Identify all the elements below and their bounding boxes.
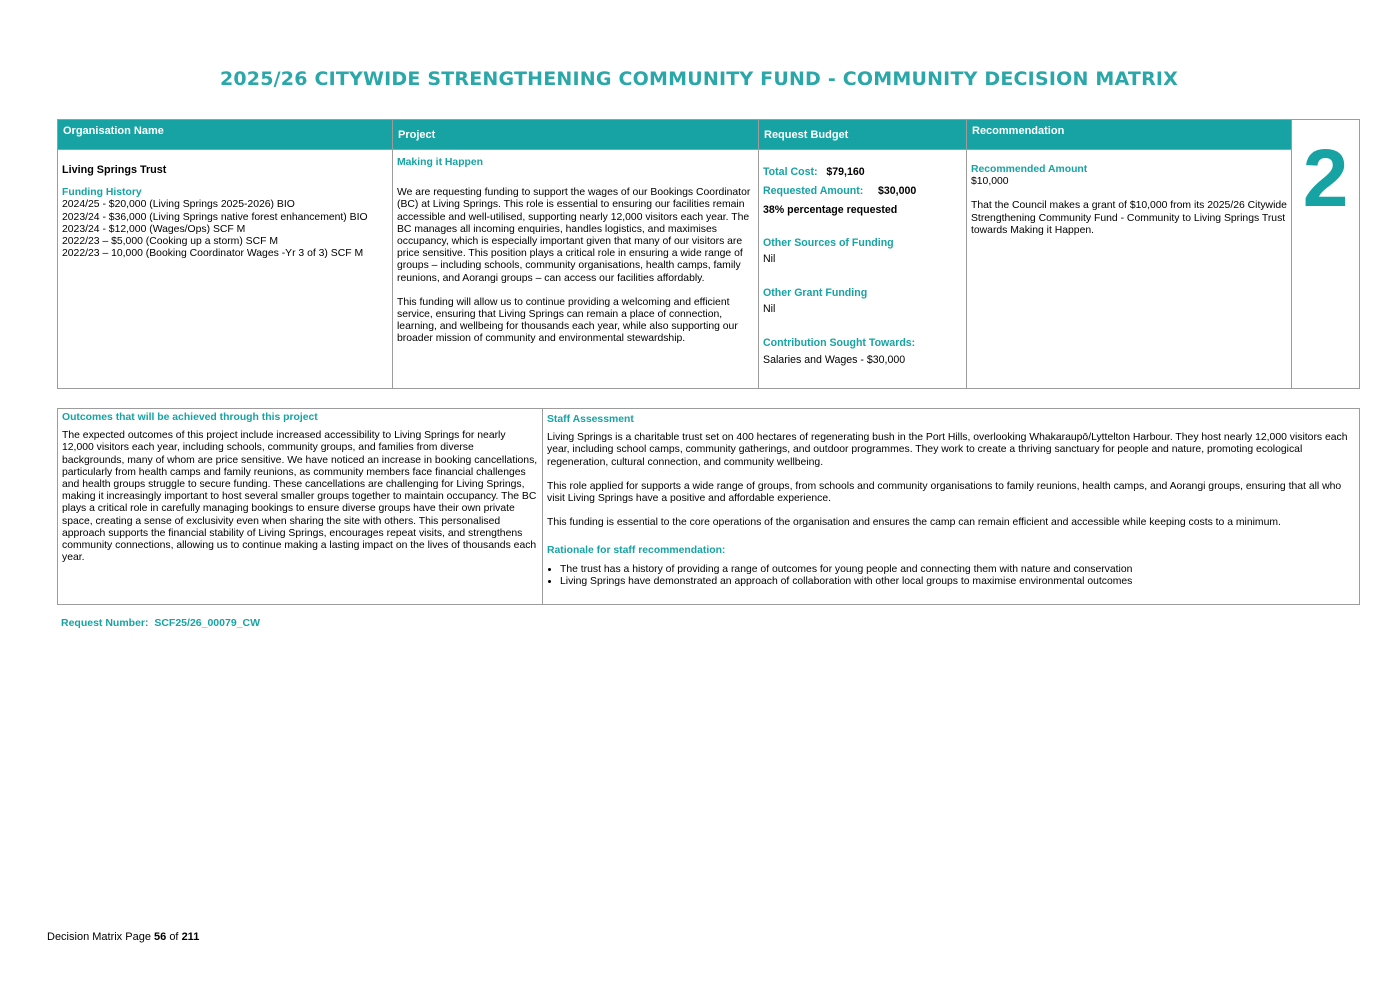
list-item: • The trust has a history of providing a range of outcomes for young people and connecting them with nature and conservation <box>560 564 1355 576</box>
total-cost-row <box>763 166 962 178</box>
staff-assessment-label: Staff Assessment <box>547 414 634 425</box>
staff-assessment-text-2: This role applied for supports a wide range of groups, from schools and community organisations to family reunions, health camps, and Aorangi groups, ensuring that all who visit Living Springs have a positive and affordable experience. <box>547 480 1342 505</box>
contribution-label: Contribution Sought Towards: <box>763 337 916 350</box>
total-cost-value: $79,160 <box>826 166 865 178</box>
funding-history-item: 2023/24 - $36,000 (Living Springs native forest enhancement) BIO <box>62 211 368 223</box>
percentage-requested: 38% percentage requested <box>763 204 898 217</box>
staff-assessment-text: Living Springs is a charitable trust set on 400 hectares of regenerating bush in the Port Hills, overlooking Whakaraupō/Lyttelton Harbour. They host nearly 12,000 visitors each year, including school camps, community gatherings, and outdoor programmes. They work to create a thriving sanctuary for people and nature, promoting ecological regeneration, cultural connection, and community wellbeing. <box>547 432 1348 468</box>
list-item: • Living Springs have demonstrated an approach of collaboration with other local groups to maximise environmental outcomes <box>560 576 1355 588</box>
request-number: Request Number: SCF25/26_00079_CW <box>61 617 260 629</box>
footer-page: 56 <box>154 931 167 943</box>
outcomes-cell <box>58 409 543 605</box>
funding-history-item: 2023/24 - $12,000 (Wages/Ops) SCF M <box>62 223 246 235</box>
organisation-cell <box>58 150 393 389</box>
page-footer <box>47 931 199 943</box>
funding-history-label: Funding History <box>62 187 142 199</box>
header-organisation: Organisation Name <box>58 120 393 150</box>
header-budget: Request Budget <box>759 120 967 150</box>
funding-history-item: 2022/23 – $5,000 (Cooking up a storm) SCF M <box>62 236 279 248</box>
recommended-amount-value: $10,000 <box>971 176 1009 188</box>
project-description: We are requesting funding to support the wages of our Bookings Coordinator (BC) at Living Springs. This role is essential to ensuring our facilities remain accessible and well-utilised, supporting nearly 12,000 visitors each year. The BC manages all incoming enquiries, handles logistics, and maximises occupancy, which is especially important given that many of our visitors are price sensitive. This position plays a critical role in ensuring a wide range of groups – including schools, community organisations, health camps, family reunions, and Aorangi groups – can access our facilities affordably. <box>397 187 751 284</box>
project-cell <box>393 150 759 389</box>
footer-total: 211 <box>181 931 200 943</box>
other-sources-label: Other Sources of Funding <box>763 236 894 249</box>
budget-cell <box>759 150 967 389</box>
requested-row <box>763 185 962 197</box>
recommendation-cell <box>967 150 1292 389</box>
recommendation-text: That the Council makes a grant of $10,000 from its 2025/26 Citywide Strengthening Community Fund - Community to Living Springs Trust towards Making it Happen. <box>971 200 1287 236</box>
outcomes-text: The expected outcomes of this project include increased accessibility to Living Springs for nearly 12,000 visitors each year, including schools, community groups, and families from diverse backgrounds, many of whom are price sensitive. We have noticed an increase in booking cancellations, particularly from health camps and family reunions, as community members face financial challenges and health groups struggle to secure funding. These cancellations are challenging for Living Springs, making it increasingly important to host several smaller groups together to maintain occupancy. The BC plays a critical role in carefully managing bookings to ensure diverse groups have their own private space, creating a sense of exclusivity even when sharing the site with others. This personalised approach supports the financial stability of Living Springs, encourages repeat visits, and strengthens community connections, allowing us to continue making a lasting impact on the lives of thousands each year. <box>62 430 538 564</box>
page-title: 2025/26 CITYWIDE STRENGTHENING COMMUNITY FUND - COMMUNITY DECISION MATRIX <box>219 68 1179 90</box>
rationale-list <box>547 564 1355 588</box>
recommended-amount-label: Recommended Amount <box>971 164 1088 175</box>
funding-history-item: 2022/23 – 10,000 (Booking Coordinator Wages -Yr 3 of 3) SCF M <box>62 248 364 260</box>
staff-assessment-text-3: This funding is essential to the core operations of the organisation and ensures the camp can remain efficient and accessible while keeping costs to a minimum. <box>547 517 1281 529</box>
decision-matrix-table <box>57 119 1360 389</box>
project-description-2: This funding will allow us to continue providing a welcoming and efficient service, ensuring that Living Springs can remain a place of connection, learning, and wellbeing for thousands each year, while also supporting our broader mission of community and environmental stewardship. <box>397 296 738 345</box>
footer-label: Decision Matrix Page <box>47 931 151 943</box>
priority-number: 2 <box>1292 120 1360 389</box>
staff-assessment-cell <box>543 409 1360 605</box>
other-sources-value: Nil <box>763 252 776 265</box>
other-grant-value: Nil <box>763 303 776 316</box>
project-name: Making it Happen <box>397 157 484 168</box>
outcomes-label: Outcomes that will be achieved through this project <box>62 412 318 423</box>
requested-value: $30,000 <box>877 185 917 198</box>
contribution-value: Salaries and Wages - $30,000 <box>763 353 906 366</box>
footer-of: of <box>169 931 179 943</box>
header-recommendation: Recommendation <box>967 120 1292 150</box>
requested-label: Requested Amount: <box>763 185 864 198</box>
funding-history-item: 2024/25 - $20,000 (Living Springs 2025-2026) BIO <box>62 199 295 211</box>
header-project: Project <box>393 120 759 150</box>
assessment-table <box>57 408 1360 605</box>
other-grant-label: Other Grant Funding <box>763 287 868 300</box>
rationale-label: Rationale for staff recommendation: <box>547 545 726 557</box>
organisation-name: Living Springs Trust <box>62 164 167 176</box>
total-cost-label: Total Cost: <box>763 166 818 178</box>
